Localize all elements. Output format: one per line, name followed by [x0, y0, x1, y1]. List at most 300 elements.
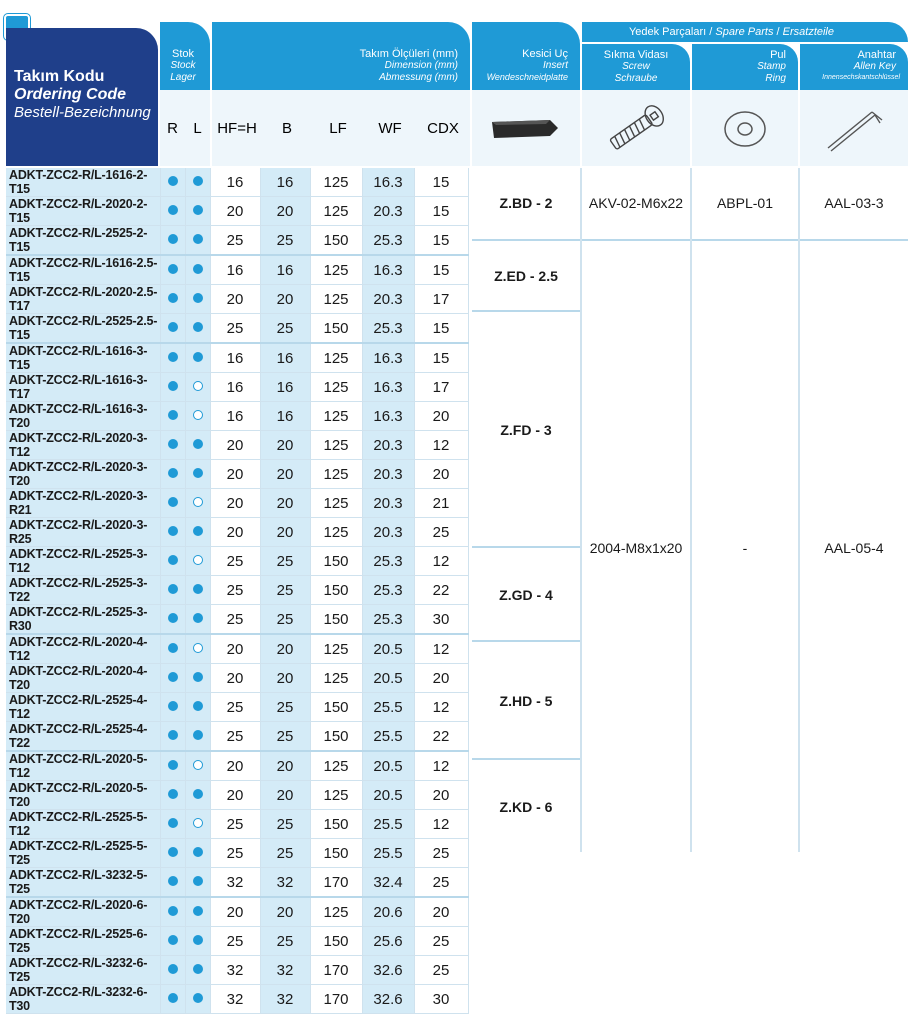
in-stock-dot-icon — [168, 526, 178, 536]
insert-cell: Z.HD - 5 — [472, 640, 580, 760]
in-stock-dot-icon — [193, 526, 203, 536]
in-stock-dot-icon — [168, 964, 178, 974]
allen-key-icon — [820, 98, 890, 158]
dimension-cell: 20 — [260, 460, 310, 489]
table-row — [6, 226, 468, 256]
dimension-cell: 16 — [260, 402, 310, 431]
key-image-cell — [800, 90, 908, 166]
in-stock-dot-icon — [168, 439, 178, 449]
key-de: Innensechskantschlüssel — [822, 74, 900, 81]
dimension-cell: 16 — [210, 168, 260, 197]
stock-r-cell — [160, 693, 185, 722]
key-en: Allen Key — [853, 61, 896, 72]
dimension-cell: 15 — [414, 197, 468, 226]
stock-l-cell — [185, 664, 210, 693]
dimension-cell: 20 — [414, 781, 468, 810]
dimension-cell: 20 — [210, 751, 260, 781]
dimension-cell: 32 — [210, 868, 260, 898]
dimension-cell: 15 — [414, 226, 468, 256]
dimension-cell: 25 — [414, 927, 468, 956]
stamp-cell: ABPL-01 — [692, 168, 798, 239]
dimension-cell: 20 — [210, 664, 260, 693]
column-divider — [690, 168, 692, 852]
in-stock-dot-icon — [168, 789, 178, 799]
insert-image-cell — [472, 90, 580, 166]
dimension-cell: 25 — [260, 226, 310, 256]
in-stock-dot-icon — [193, 847, 203, 857]
stamp-tr: Pul — [770, 49, 786, 61]
stock-r-cell — [160, 576, 185, 605]
stock-l-cell — [185, 343, 210, 373]
in-stock-dot-icon — [193, 935, 203, 945]
dimension-cell: 20.3 — [362, 518, 414, 547]
stock-r-cell — [160, 781, 185, 810]
dimension-cell: 15 — [414, 255, 468, 285]
table-row — [6, 927, 468, 956]
in-stock-dot-icon — [168, 906, 178, 916]
table-row — [6, 576, 468, 605]
grooving-insert-icon — [490, 114, 560, 144]
ordering-code-de: Bestell-Bezeichnung — [14, 104, 151, 121]
on-order-dot-icon — [193, 818, 203, 828]
ordering-code-cell: ADKT-ZCC2-R/L-2020-4-T20 — [6, 664, 160, 693]
in-stock-dot-icon — [168, 264, 178, 274]
dimension-cell: 170 — [310, 868, 362, 898]
stock-l-cell — [185, 489, 210, 518]
stock-l-cell — [185, 605, 210, 635]
dimension-cell: 150 — [310, 226, 362, 256]
ordering-code-cell: ADKT-ZCC2-R/L-3232-6-T30 — [6, 985, 160, 1014]
dimension-cell: 125 — [310, 751, 362, 781]
in-stock-dot-icon — [168, 497, 178, 507]
stock-l-cell — [185, 751, 210, 781]
in-stock-dot-icon — [193, 352, 203, 362]
stock-l-cell — [185, 839, 210, 868]
dimension-en: Dimension (mm) — [384, 60, 458, 71]
dimension-cell: 16.3 — [362, 343, 414, 373]
stock-l-cell — [185, 314, 210, 344]
stock-r-cell — [160, 168, 185, 197]
ordering-code-cell: ADKT-ZCC2-R/L-2525-3-T12 — [6, 547, 160, 576]
dimension-cell: 16.3 — [362, 168, 414, 197]
ordering-code-cell: ADKT-ZCC2-R/L-2525-2-T15 — [6, 226, 160, 256]
dimension-cell: 25 — [260, 314, 310, 344]
dim-col-wf: WF — [378, 120, 402, 137]
ordering-code-cell: ADKT-ZCC2-R/L-3232-5-T25 — [6, 868, 160, 898]
table-row — [6, 168, 468, 197]
dim-col-hf: HF=H — [217, 120, 257, 137]
ordering-code-cell: ADKT-ZCC2-R/L-2525-5-T12 — [6, 810, 160, 839]
dimension-cell: 17 — [414, 285, 468, 314]
dimension-cell: 150 — [310, 605, 362, 635]
dimension-cell: 150 — [310, 810, 362, 839]
in-stock-dot-icon — [168, 818, 178, 828]
product-table — [6, 168, 469, 1014]
dimension-cell: 16 — [210, 343, 260, 373]
dimension-tr: Takım Ölçüleri (mm) — [359, 48, 458, 60]
table-row — [6, 897, 468, 927]
dimension-cell: 25 — [414, 839, 468, 868]
table-row — [6, 489, 468, 518]
dim-col-lf: LF — [329, 120, 347, 137]
dimension-cell: 25.3 — [362, 547, 414, 576]
dimension-cell: 20 — [260, 518, 310, 547]
stock-r-cell — [160, 460, 185, 489]
dimension-cell: 25 — [414, 518, 468, 547]
dimension-cell: 25 — [210, 547, 260, 576]
on-order-dot-icon — [193, 410, 203, 420]
in-stock-dot-icon — [193, 701, 203, 711]
insert-cell: Z.KD - 6 — [472, 758, 580, 854]
dimension-cell: 25.5 — [362, 839, 414, 868]
ordering-code-cell: ADKT-ZCC2-R/L-2525-5-T25 — [6, 839, 160, 868]
dimension-cell: 25 — [260, 605, 310, 635]
dimension-cell: 16 — [260, 343, 310, 373]
stock-r-cell — [160, 634, 185, 664]
in-stock-dot-icon — [193, 906, 203, 916]
table-row — [6, 518, 468, 547]
ordering-code-cell: ADKT-ZCC2-R/L-2020-3-T12 — [6, 431, 160, 460]
spare-parts-title: Yedek Parçaları / Spare Parts / Ersatzteile — [628, 26, 834, 38]
ordering-code-cell: ADKT-ZCC2-R/L-2020-5-T12 — [6, 751, 160, 781]
key-header — [800, 44, 908, 90]
ordering-code-cell: ADKT-ZCC2-R/L-2525-2.5-T15 — [6, 314, 160, 344]
ordering-code-cell: ADKT-ZCC2-R/L-2020-4-T12 — [6, 634, 160, 664]
dimension-cell: 150 — [310, 927, 362, 956]
dimension-cell: 25.5 — [362, 693, 414, 722]
dimension-cell: 12 — [414, 547, 468, 576]
stock-l-cell — [185, 168, 210, 197]
stock-en: Stock — [170, 60, 196, 71]
dimension-cell: 25.3 — [362, 576, 414, 605]
stock-r-cell — [160, 518, 185, 547]
stock-l-cell — [185, 402, 210, 431]
dimension-cell: 20.5 — [362, 664, 414, 693]
dimension-cell: 170 — [310, 956, 362, 985]
dimension-cell: 32 — [260, 868, 310, 898]
dimension-cell: 16 — [210, 373, 260, 402]
dimension-cell: 16 — [260, 373, 310, 402]
dimension-cell: 125 — [310, 255, 362, 285]
dimension-cell: 170 — [310, 985, 362, 1014]
ordering-code-cell: ADKT-ZCC2-R/L-2020-6-T20 — [6, 897, 160, 927]
on-order-dot-icon — [193, 555, 203, 565]
stock-r-cell — [160, 314, 185, 344]
insert-en: Insert — [542, 60, 568, 71]
ordering-code-cell: ADKT-ZCC2-R/L-2525-4-T22 — [6, 722, 160, 752]
table-row — [6, 985, 468, 1014]
dimension-cell: 25 — [414, 868, 468, 898]
in-stock-dot-icon — [168, 176, 178, 186]
on-order-dot-icon — [193, 497, 203, 507]
stock-de: Lager — [170, 72, 196, 83]
dimension-cell: 125 — [310, 431, 362, 460]
dimension-cell: 20 — [260, 897, 310, 927]
dimension-cell: 25 — [260, 693, 310, 722]
dimension-cell: 20 — [260, 751, 310, 781]
dimension-cell: 25 — [210, 722, 260, 752]
dimension-cell: 125 — [310, 460, 362, 489]
dimension-cell: 25.3 — [362, 314, 414, 344]
ordering-code-cell: ADKT-ZCC2-R/L-1616-3-T17 — [6, 373, 160, 402]
stock-r-cell — [160, 897, 185, 927]
on-order-dot-icon — [193, 760, 203, 770]
stock-l-cell — [185, 868, 210, 898]
dimension-cell: 125 — [310, 664, 362, 693]
dimension-cell: 20.5 — [362, 634, 414, 664]
stock-r-cell — [160, 956, 185, 985]
dimension-cell: 20.5 — [362, 781, 414, 810]
dimension-cell: 22 — [414, 576, 468, 605]
in-stock-dot-icon — [168, 234, 178, 244]
table-row — [6, 634, 468, 664]
in-stock-dot-icon — [168, 410, 178, 420]
dimension-cell: 20.3 — [362, 431, 414, 460]
stock-r-cell — [160, 985, 185, 1014]
ring-washer-icon — [720, 104, 770, 154]
dimension-cell: 150 — [310, 314, 362, 344]
dimension-cell: 30 — [414, 605, 468, 635]
stock-subheader — [160, 90, 210, 166]
ordering-code-cell: ADKT-ZCC2-R/L-2525-3-R30 — [6, 605, 160, 635]
dimension-cell: 25 — [210, 314, 260, 344]
key-tr: Anahtar — [857, 49, 896, 61]
dimension-cell: 25 — [210, 226, 260, 256]
screw-de: Schraube — [614, 73, 658, 84]
stock-l-cell — [185, 547, 210, 576]
column-divider — [580, 168, 582, 852]
dimension-cell: 16.3 — [362, 255, 414, 285]
stock-r-cell — [160, 489, 185, 518]
table-row — [6, 810, 468, 839]
dimension-cell: 20 — [210, 489, 260, 518]
stock-l-cell — [185, 285, 210, 314]
dimension-cell: 20 — [210, 431, 260, 460]
stamp-en: Stamp — [757, 61, 786, 72]
insert-cell: Z.BD - 2 — [472, 168, 580, 239]
screw-image-cell — [582, 90, 690, 166]
dimension-cell: 125 — [310, 634, 362, 664]
dimension-cell: 25.5 — [362, 810, 414, 839]
dimension-cell: 32 — [210, 956, 260, 985]
table-row — [6, 722, 468, 752]
ordering-code-en: Ordering Code — [14, 86, 127, 103]
dimension-cell: 15 — [414, 168, 468, 197]
dimension-cell: 20 — [210, 781, 260, 810]
in-stock-dot-icon — [168, 760, 178, 770]
ordering-code-cell: ADKT-ZCC2-R/L-2525-4-T12 — [6, 693, 160, 722]
table-row — [6, 343, 468, 373]
in-stock-dot-icon — [193, 876, 203, 886]
stock-r-cell — [160, 285, 185, 314]
stock-l-cell — [185, 373, 210, 402]
ordering-code-cell: ADKT-ZCC2-R/L-2525-3-T22 — [6, 576, 160, 605]
dimension-cell: 20.5 — [362, 751, 414, 781]
dimension-cell: 25 — [210, 839, 260, 868]
stock-r-cell — [160, 255, 185, 285]
dimension-cell: 20 — [210, 285, 260, 314]
dimension-cell: 32.6 — [362, 956, 414, 985]
dimension-cell: 16 — [260, 168, 310, 197]
stock-r-cell — [160, 868, 185, 898]
dimension-cell: 25 — [210, 605, 260, 635]
stock-header — [160, 22, 210, 90]
stock-l-cell — [185, 897, 210, 927]
dimension-cell: 20.3 — [362, 285, 414, 314]
stock-l-cell — [185, 576, 210, 605]
dimension-cell: 25 — [260, 576, 310, 605]
dimension-cell: 25.3 — [362, 226, 414, 256]
dimension-cell: 21 — [414, 489, 468, 518]
dimension-cell: 20.3 — [362, 489, 414, 518]
dimension-cell: 25 — [260, 927, 310, 956]
dimension-cell: 20 — [260, 781, 310, 810]
in-stock-dot-icon — [168, 381, 178, 391]
dimension-cell: 32 — [260, 956, 310, 985]
spare-tr: Yedek Parçaları — [628, 26, 707, 38]
screw-cell: AKV-02-M6x22 — [582, 168, 690, 239]
insert-cell: Z.GD - 4 — [472, 546, 580, 642]
in-stock-dot-icon — [168, 555, 178, 565]
stock-l-cell — [185, 634, 210, 664]
stock-l-cell — [185, 693, 210, 722]
dimension-cell: 15 — [414, 314, 468, 344]
dimension-cell: 25 — [210, 927, 260, 956]
table-row — [6, 460, 468, 489]
screw-tr: Sıkma Vidası — [603, 49, 669, 61]
dimension-cell: 20 — [210, 197, 260, 226]
stock-r-cell — [160, 751, 185, 781]
dimension-cell: 16.3 — [362, 373, 414, 402]
stock-r-cell — [160, 722, 185, 752]
dimension-cell: 15 — [414, 343, 468, 373]
insert-tr: Kesici Uç — [522, 48, 568, 60]
table-row — [6, 605, 468, 635]
in-stock-dot-icon — [168, 613, 178, 623]
dimension-cell: 125 — [310, 402, 362, 431]
in-stock-dot-icon — [193, 439, 203, 449]
stock-l-cell — [185, 810, 210, 839]
in-stock-dot-icon — [193, 584, 203, 594]
dimension-cell: 20 — [260, 634, 310, 664]
in-stock-dot-icon — [193, 205, 203, 215]
dimension-cell: 20 — [260, 285, 310, 314]
ordering-code-cell: ADKT-ZCC2-R/L-2525-6-T25 — [6, 927, 160, 956]
table-row — [6, 839, 468, 868]
table-row — [6, 781, 468, 810]
ordering-code-cell: ADKT-ZCC2-R/L-2020-2.5-T17 — [6, 285, 160, 314]
ordering-code-cell: ADKT-ZCC2-R/L-1616-2.5-T15 — [6, 255, 160, 285]
in-stock-dot-icon — [168, 993, 178, 1003]
ordering-code-cell: ADKT-ZCC2-R/L-2020-2-T15 — [6, 197, 160, 226]
dimension-subheader — [212, 90, 470, 166]
dimension-cell: 20 — [210, 634, 260, 664]
on-order-dot-icon — [193, 381, 203, 391]
stock-r-cell — [160, 547, 185, 576]
insert-de: Wendeschneidplatte — [486, 72, 568, 82]
in-stock-dot-icon — [168, 701, 178, 711]
table-row — [6, 547, 468, 576]
dimension-cell: 20.3 — [362, 460, 414, 489]
table-row — [6, 431, 468, 460]
ordering-code-cell: ADKT-ZCC2-R/L-3232-6-T25 — [6, 956, 160, 985]
stock-l-cell — [185, 226, 210, 256]
stock-l-cell — [185, 956, 210, 985]
stock-tr: Stok — [171, 48, 194, 60]
ordering-code-cell: ADKT-ZCC2-R/L-1616-3-T15 — [6, 343, 160, 373]
stock-r-cell — [160, 810, 185, 839]
dimension-cell: 12 — [414, 810, 468, 839]
dimension-cell: 25 — [260, 547, 310, 576]
dimension-cell: 25 — [260, 839, 310, 868]
stock-r-cell — [160, 605, 185, 635]
screw-en: Screw — [622, 61, 650, 72]
stock-l-cell — [185, 255, 210, 285]
stock-r-cell — [160, 402, 185, 431]
in-stock-dot-icon — [168, 584, 178, 594]
screw-header — [582, 44, 690, 90]
dimension-cell: 150 — [310, 722, 362, 752]
dimension-cell: 20 — [210, 518, 260, 547]
in-stock-dot-icon — [168, 643, 178, 653]
dimension-cell: 25 — [414, 956, 468, 985]
key-cell: AAL-05-4 — [800, 239, 908, 855]
stock-r-cell — [160, 373, 185, 402]
dimension-de: Abmessung (mm) — [379, 72, 458, 83]
ordering-code-header — [6, 28, 158, 166]
stock-l-cell — [185, 781, 210, 810]
spare-en: Spare Parts — [715, 26, 774, 38]
in-stock-dot-icon — [193, 234, 203, 244]
table-row — [6, 314, 468, 344]
screw-cell: 2004-M8x1x20 — [582, 239, 690, 855]
screw-icon — [602, 98, 672, 158]
spare-parts-header — [582, 22, 908, 42]
stock-r-cell — [160, 664, 185, 693]
dimension-cell: 125 — [310, 489, 362, 518]
in-stock-dot-icon — [168, 672, 178, 682]
dimension-cell: 32.4 — [362, 868, 414, 898]
dimension-cell: 20 — [414, 460, 468, 489]
dimension-cell: 16.3 — [362, 402, 414, 431]
dimension-cell: 20 — [414, 402, 468, 431]
dimension-cell: 25.3 — [362, 605, 414, 635]
table-row — [6, 664, 468, 693]
dimension-cell: 12 — [414, 431, 468, 460]
dimension-cell: 125 — [310, 285, 362, 314]
dimension-cell: 30 — [414, 985, 468, 1014]
in-stock-dot-icon — [193, 993, 203, 1003]
dimension-cell: 20 — [210, 460, 260, 489]
table-row — [6, 868, 468, 898]
in-stock-dot-icon — [193, 964, 203, 974]
ordering-code-tr: Takım Kodu — [14, 68, 105, 85]
dimension-cell: 16 — [210, 255, 260, 285]
stock-l-cell — [185, 722, 210, 752]
stock-r-cell — [160, 431, 185, 460]
in-stock-dot-icon — [193, 322, 203, 332]
in-stock-dot-icon — [168, 935, 178, 945]
dimension-cell: 125 — [310, 168, 362, 197]
ordering-code-cell: ADKT-ZCC2-R/L-2020-5-T20 — [6, 781, 160, 810]
dimension-cell: 25.5 — [362, 722, 414, 752]
dimension-header — [212, 22, 470, 90]
ordering-code-cell: ADKT-ZCC2-R/L-1616-2-T15 — [6, 168, 160, 197]
dimension-cell: 20 — [414, 897, 468, 927]
key-cell: AAL-03-3 — [800, 168, 908, 239]
dim-col-b: B — [281, 120, 292, 137]
spare-de: Ersatzteile — [782, 26, 834, 38]
